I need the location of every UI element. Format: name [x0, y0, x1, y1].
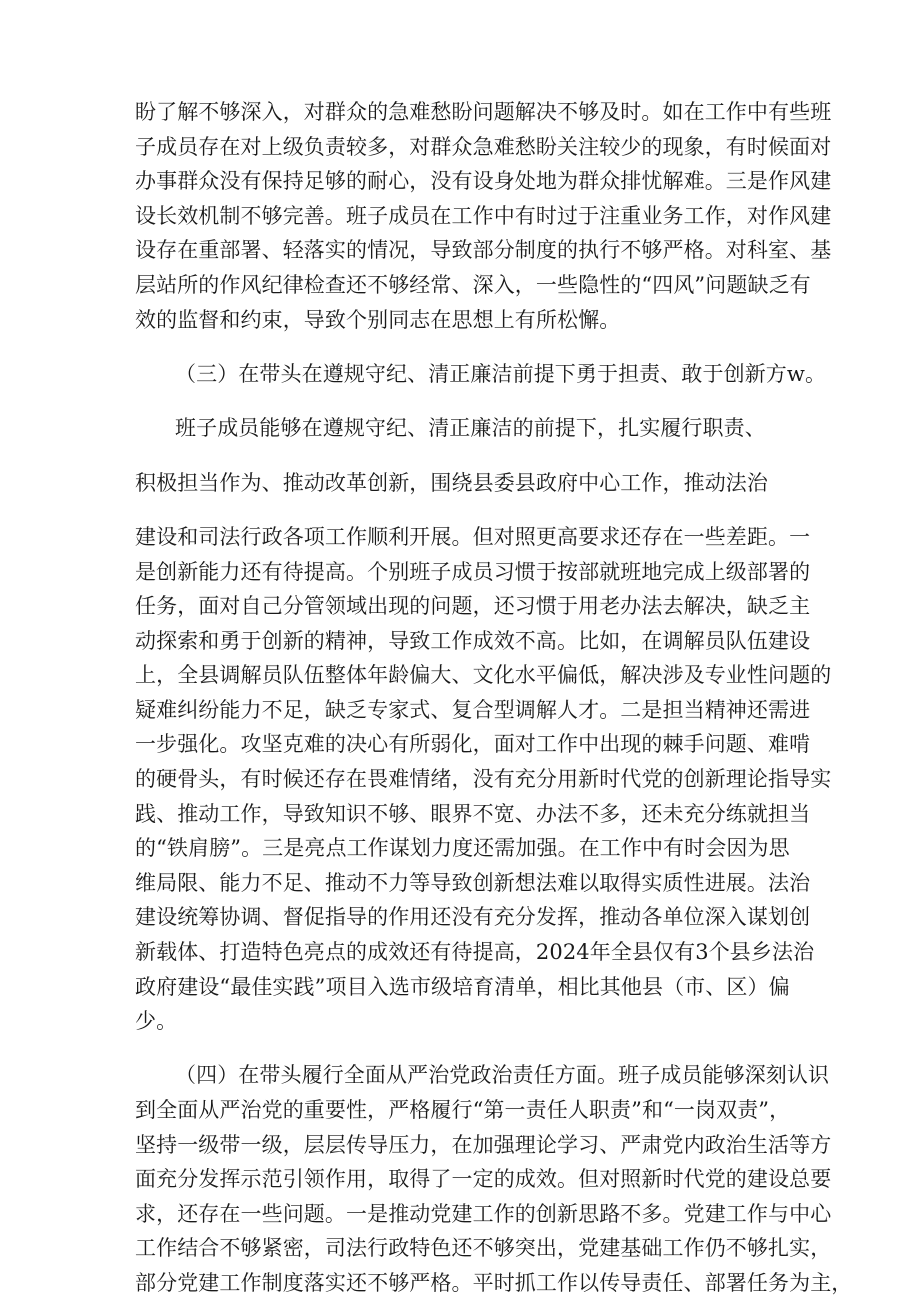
paragraph-line: 班子成员能够在遵规守纪、清正廉洁的前提下，扎实履行职责、	[175, 416, 766, 440]
paragraph-line: 践、推动工作，导致知识不够、眼界不宽、办法不多，还未充分练就担当	[135, 802, 811, 826]
paragraph-line: 疑难纠纷能力不足，缺乏专家式、复合型调解人才。二是担当精神还需进	[135, 698, 811, 722]
section-heading-three: （三）在带头在遵规守纪、清正廉洁前提下勇于担责、敢于创新方w。	[175, 362, 827, 386]
paragraph-line: 坚持一级带一级，层层传导压力，在加强理论学习、严肃党内政治生活等方	[135, 1133, 832, 1157]
paragraph-line: 一步强化。攻坚克难的决心有所弱化，面对工作中出现的棘手问题、难啃	[135, 732, 811, 756]
paragraph-line: 维局限、能力不足、推动不力等导致创新想法难以取得实质性进展。法治	[135, 871, 811, 895]
paragraph-line: 子成员存在对上级负责较多，对群众急难愁盼关注较少的现象，有时候面对	[135, 135, 832, 159]
paragraph-line: 办事群众没有保持足够的耐心，没有设身处地为群众排忧解难。三是作风建	[135, 169, 832, 193]
paragraph-line: 效的监督和约束，导致个别同志在思想上有所松懈。	[135, 308, 621, 332]
paragraph-line: 的硬骨头，有时候还存在畏难情绪，没有充分用新时代党的创新理论指导实	[135, 767, 832, 791]
paragraph-line: 政府建设“最佳实践”项目入选市级培育清单，相比其他县（市、区）偏	[135, 975, 790, 999]
paragraph-line: 建设统筹协调、督促指导的作用还没有充分发挥，推动各单位深入谋划创	[135, 905, 811, 929]
paragraph-line: 任务，面对自己分管领域出现的问题，还习惯于用老办法去解决，缺乏主	[135, 594, 811, 618]
paragraph-line: 的“铁肩膀”。三是亮点工作谋划力度还需加强。在工作中有时会因为思	[135, 836, 790, 860]
paragraph-line: 部分党建工作制度落实还不够严格。平时抓工作以传导责任、部署任务为主，	[135, 1271, 853, 1295]
paragraph-line: 盼了解不够深入，对群众的急难愁盼问题解决不够及时。如在工作中有些班	[135, 100, 832, 124]
paragraph-line: 设存在重部署、轻落实的情况，导致部分制度的执行不够严格。对科室、基	[135, 238, 832, 262]
paragraph-line: 是创新能力还有待提高。个别班子成员习惯于按部就班地完成上级部署的	[135, 560, 811, 584]
paragraph-line: 上，全县调解员队伍整体年龄偏大、文化水平偏低，解决涉及专业性问题的	[135, 663, 832, 687]
section-heading-four: （四）在带头履行全面从严治党政治责任方面。班子成员能够深刻认识	[175, 1063, 830, 1087]
paragraph-line: 积极担当作为、推动改革创新，围绕县委县政府中心工作，推动法治	[135, 471, 768, 495]
paragraph-line: 到全面从严治党的重要性，严格履行“第一责任人职责”和“一岗双责”，	[135, 1098, 791, 1122]
paragraph-line: 层站所的作风纪律检查还不够经常、深入，一些隐性的“四风”问题缺乏有	[135, 273, 811, 297]
paragraph-line: 求，还存在一些问题。一是推动党建工作的创新思路不多。党建工作与中心	[135, 1202, 832, 1226]
paragraph-line: 面充分发挥示范引领作用，取得了一定的成效。但对照新时代党的建设总要	[135, 1167, 832, 1191]
paragraph-line: 少。	[135, 1009, 178, 1033]
paragraph-line: 建设和司法行政各项工作顺利开展。但对照更高要求还存在一些差距。一	[135, 525, 811, 549]
paragraph-line: 动探索和勇于创新的精神，导致工作成效不高。比如，在调解员队伍建设	[135, 629, 811, 653]
paragraph-line: 工作结合不够紧密，司法行政特色还不够突出，党建基础工作仍不够扎实，	[135, 1236, 832, 1260]
paragraph-line: 新载体、打造特色亮点的成效还有待提高，2024年全县仅有3个县乡法治	[135, 940, 815, 964]
paragraph-line: 设长效机制不够完善。班子成员在工作中有时过于注重业务工作，对作风建	[135, 204, 832, 228]
